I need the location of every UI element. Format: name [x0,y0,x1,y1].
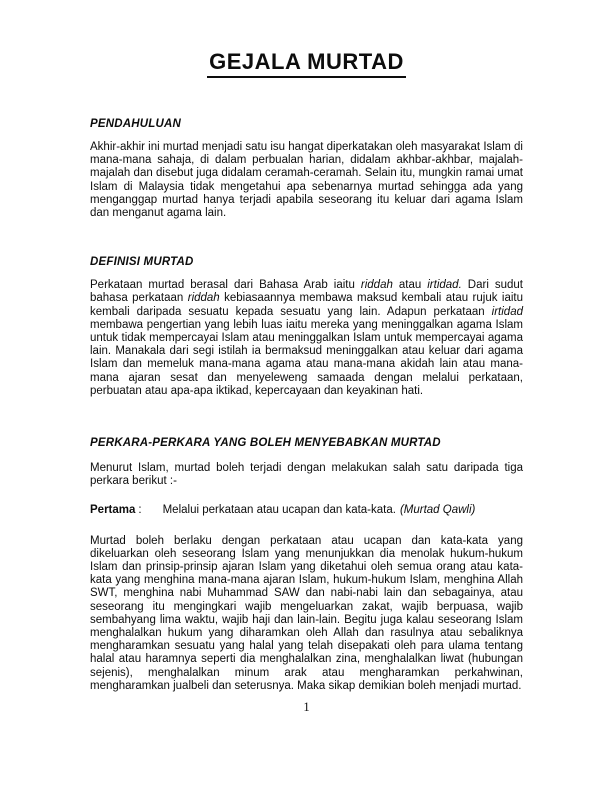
page-number: 1 [303,700,310,715]
definisi-run-4: Dari sudut bahasa perkataan [90,279,524,305]
list-item-pertama [90,504,523,517]
italic-term-irtidad-2: irtidad [491,305,523,318]
definisi-run-2: atau [392,279,428,292]
section-heading-perkara: PERKARA-PERKARA YANG BOLEH MENYEBABKAN MURTAD [90,437,441,450]
section-heading-pendahuluan: PENDAHULUAN [90,118,182,130]
item-label-pertama: Pertama [90,504,136,517]
document-title [90,50,523,78]
paragraph-definisi [90,279,523,398]
italic-term-riddah-2: riddah [187,292,220,305]
paragraph-perkara-intro: Menurut Islam, murtad boleh terjadi dengan melakukan salah satu daripada tiga perkara berikut :- [90,462,523,488]
italic-term-riddah: riddah [360,279,393,292]
item-text: Melalui perkataan atau ucapan dan kata-kata. [162,504,396,517]
paragraph-perkara-body: Murtad boleh berlaku dengan perkataan atau ucapan dan kata-kata yang dikeluarkan oleh seseorang Islam yang menunjukkan dia menolak hukum-hukum Islam dan prinsip-prinsip ajaran Islam yang diketahui oleh semua orang atau kata-kata yang menghina mana-mana ajaran Islam, hukum-hukum Islam, menghina Allah SWT, menghina nabi Muhammad SAW dan nabi-nabi lain dan sebagainya, atau seseorang itu mengingkari wajib mengeluarkan zakat, wajib berpuasa, wajib sembahyang lima waktu, wajib haji dan lain-lain. Begitu juga kalau seseorang Islam menghalalkan hukum yang diharamkan oleh Allah dan rasulnya atau sebaliknya mengharamkan sesuatu yang halal yang telah disepakati oleh para ulama tentang halal atau haramnya seperti dia menghalalkan zina, menghalalkan liwat (hubungan sejenis), menghalalkan minum arak atau mengharamkan perkahwinan, mengharamkan jualbeli dan seterusnya. Maka sikap demikian boleh menjadi murtad. [90,534,523,692]
item-separator: : [138,504,142,517]
definisi-run-6: kebiasaannya membawa maksud kembali atau rujuk iaitu kembali daripada sesuatu kepada sesuatu yang lain. Adapun perkataan [90,292,523,318]
paragraph-pendahuluan: Akhir-akhir ini murtad menjadi satu isu hangat diperkatakan oleh masyarakat Islam di mana-mana sahaja, di dalam perbualan harian, didalam akhbar-akhbar, majalah-majalah dan disebut juga didalam ceramah-ceramah. Selain itu, mungkin ramai umat Islam di Malaysia tidak mengetahui apa sebenarnya murtad sehingga ada yang menganggap murtad hanya terjadi apabila seseorang itu keluar dari agama Islam dan menganut agama lain. [90,141,523,220]
definisi-run-8: membawa pengertian yang lebih luas iaitu mereka yang meninggalkan agama Islam untuk tidak mempercayai Islam atau meninggalkan Islam untuk mempercayai agama lain. Manakala dari segi istilah ia bermaksud meninggalkan atau keluar dari agama Islam dan memeluk mana-mana agama atau mana-mana akidah lain atau mana-mana ajaran sesat dan menyeleweng samaada dengan melalui perkataan, perbuatan atau apa-apa iktikad, kepercayaan dan keyakinan hati. [90,318,523,397]
document-title-text: GEJALA MURTAD [207,50,406,78]
section-heading-definisi: DEFINISI MURTAD [90,256,194,269]
italic-term-irtidad: irtidad. [427,279,462,292]
item-note-murtad-qawli: (Murtad Qawli) [399,504,476,517]
definisi-run-0: Perkataan murtad berasal dari Bahasa Arab iaitu [90,279,361,292]
